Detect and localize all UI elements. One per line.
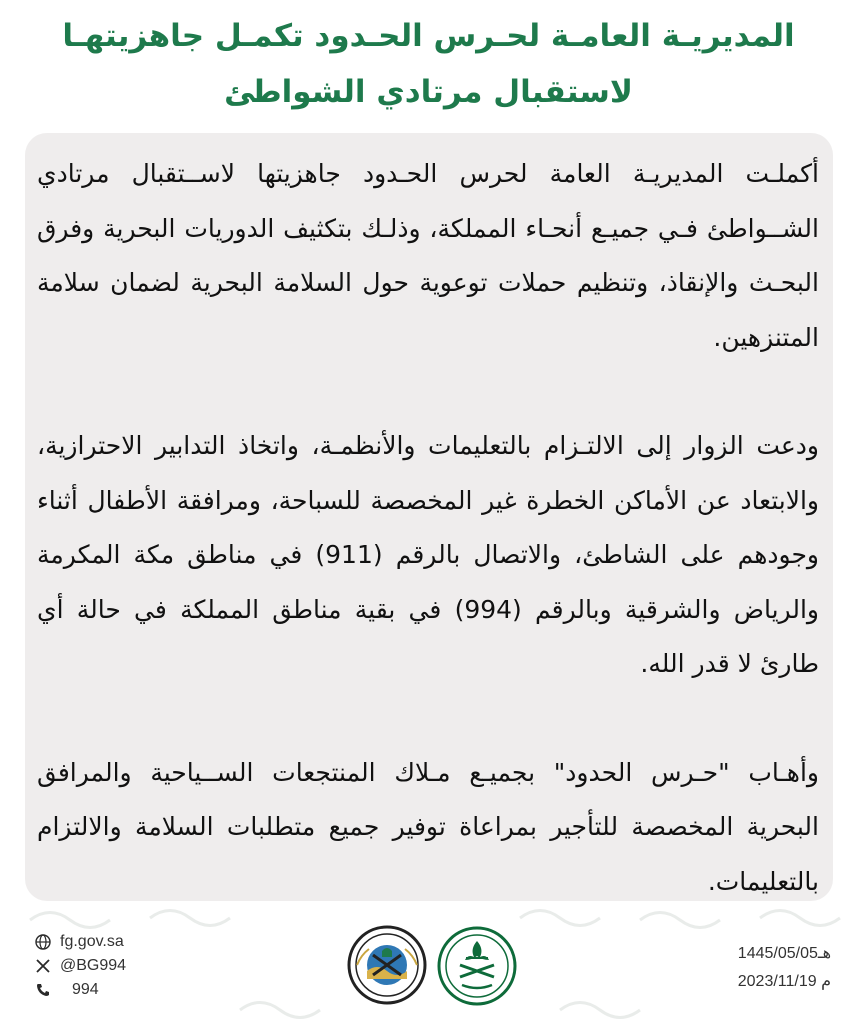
globe-icon [34, 933, 52, 951]
paragraph-resort-owners: وأهـاب "حـرس الحدود" بجميـع مـلاك المنتجعات الســياحية والمرافق البحرية المخصصة للتأجير بمراعاة توفير جميع متطلبات السلامة والالتزام بالتعليمات. [37, 757, 819, 896]
paragraph-safety-call: ودعت الزوار إلى الالتـزام بالتعليمات والأنظمـة، واتخاذ التدابير الاحترازية، والابتعاد عن الأماكن الخطرة غير المخصصة للسباحة، ومرافقة الأطفال أثناء وجودهم على الشاطئ، والاتصال بالرقم (911) في مناطق مكة المكرمة والرياض والشرقية وبالرقم (994) في بقية مناطق المملكة في حالة أي طارئ لا قدر الله. [37, 431, 819, 678]
gregorian-date: 2023/11/19 م [737, 973, 831, 990]
website-row[interactable] [34, 930, 126, 954]
x-handle-row[interactable] [34, 954, 126, 978]
headline [0, 8, 857, 120]
contact-info [34, 930, 126, 1002]
phone-icon [34, 981, 52, 999]
publish-dates [738, 940, 831, 996]
background-ornament [0, 900, 857, 1024]
news-card [25, 133, 833, 901]
headline-line-2: لاستقبال مرتادي الشواطئ [224, 74, 633, 110]
phone-number[interactable]: 994 [72, 981, 99, 998]
border-guard-emblem [347, 925, 427, 1005]
hijri-date: 1445/05/05هـ [737, 945, 831, 962]
website-link[interactable]: fg.gov.sa [60, 933, 124, 950]
news-body [37, 147, 819, 909]
phone-row[interactable] [34, 978, 126, 1002]
ministry-of-interior-emblem [436, 925, 518, 1007]
paragraph-readiness: أكملـت المديريـة العامة لحرس الحـدود جاهزيتها لاســتقبال مرتادي الشــواطئ فـي جميـع أنحـاء المملكة، وذلـك بتكثيف الدوريات البحرية وفرق البحـث والإنقاذ، وتنظيم حملات توعوية حول السلامة البحرية لضمان سلامة المتنزهين. [37, 159, 819, 352]
x-handle-link[interactable]: @BG994 [60, 957, 127, 974]
x-icon [34, 957, 52, 975]
headline-line-1: المديريـة العامـة لحـرس الحـدود تكمـل جاهزيتهـا [62, 18, 795, 54]
